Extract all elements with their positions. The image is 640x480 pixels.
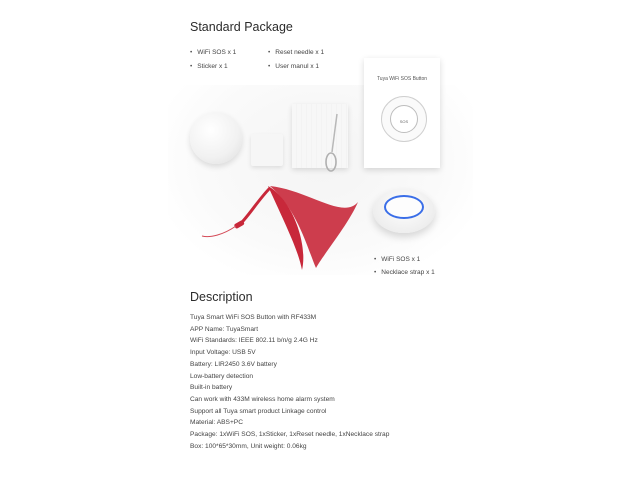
kit-item: • WiFi SOS x 1 [374,256,420,263]
box-label: Tuya WiFi SOS Button [376,76,428,82]
reset-needle-image [322,112,348,174]
sos-button-ring [384,195,424,219]
box-device-inner [390,105,418,133]
sos-device-image [190,112,242,164]
package-item: • WiFi SOS x 1 [190,49,236,56]
description-line: Battery: LIR2450 3.6V battery [190,360,277,368]
description-line: WiFi Standards: IEEE 802.11 b/n/g 2.4G Hz [190,337,318,345]
description-line: Can work with 433M wireless home alarm system [190,395,335,403]
box-device-outer [381,96,427,142]
description-line: Input Voltage: USB 5V [190,349,256,357]
description-line: Low-battery detection [190,372,254,380]
description-line: APP Name: TuyaSmart [190,325,259,333]
sticker-image [251,134,283,166]
description-line: Package: 1xWiFi SOS, 1xSticker, 1xReset needle, 1xNecklace strap [190,431,390,439]
sos-button-image [373,189,435,233]
package-item: • User manul x 1 [268,63,319,70]
description-line: Built-in battery [190,384,233,392]
description-list [190,312,470,452]
package-item: • Reset needle x 1 [268,49,324,56]
description-line: Tuya Smart WiFi SOS Button with RF433M [190,314,317,321]
necklace-strap-image [198,180,370,276]
product-box-image [364,58,440,168]
package-item: • Sticker x 1 [190,63,228,70]
box-sos-text: SOS [399,119,409,124]
kit-item: • Necklace strap x 1 [374,269,435,276]
section-title-package: Standard Package [190,20,293,34]
description-line: Support all Tuya smart product Linkage control [190,407,327,415]
description-line: Box: 100*65*30mm, Unit weight: 0.06kg [190,442,307,450]
section-title-description: Description [190,290,253,304]
description-line: Material: ABS+PC [190,419,243,427]
